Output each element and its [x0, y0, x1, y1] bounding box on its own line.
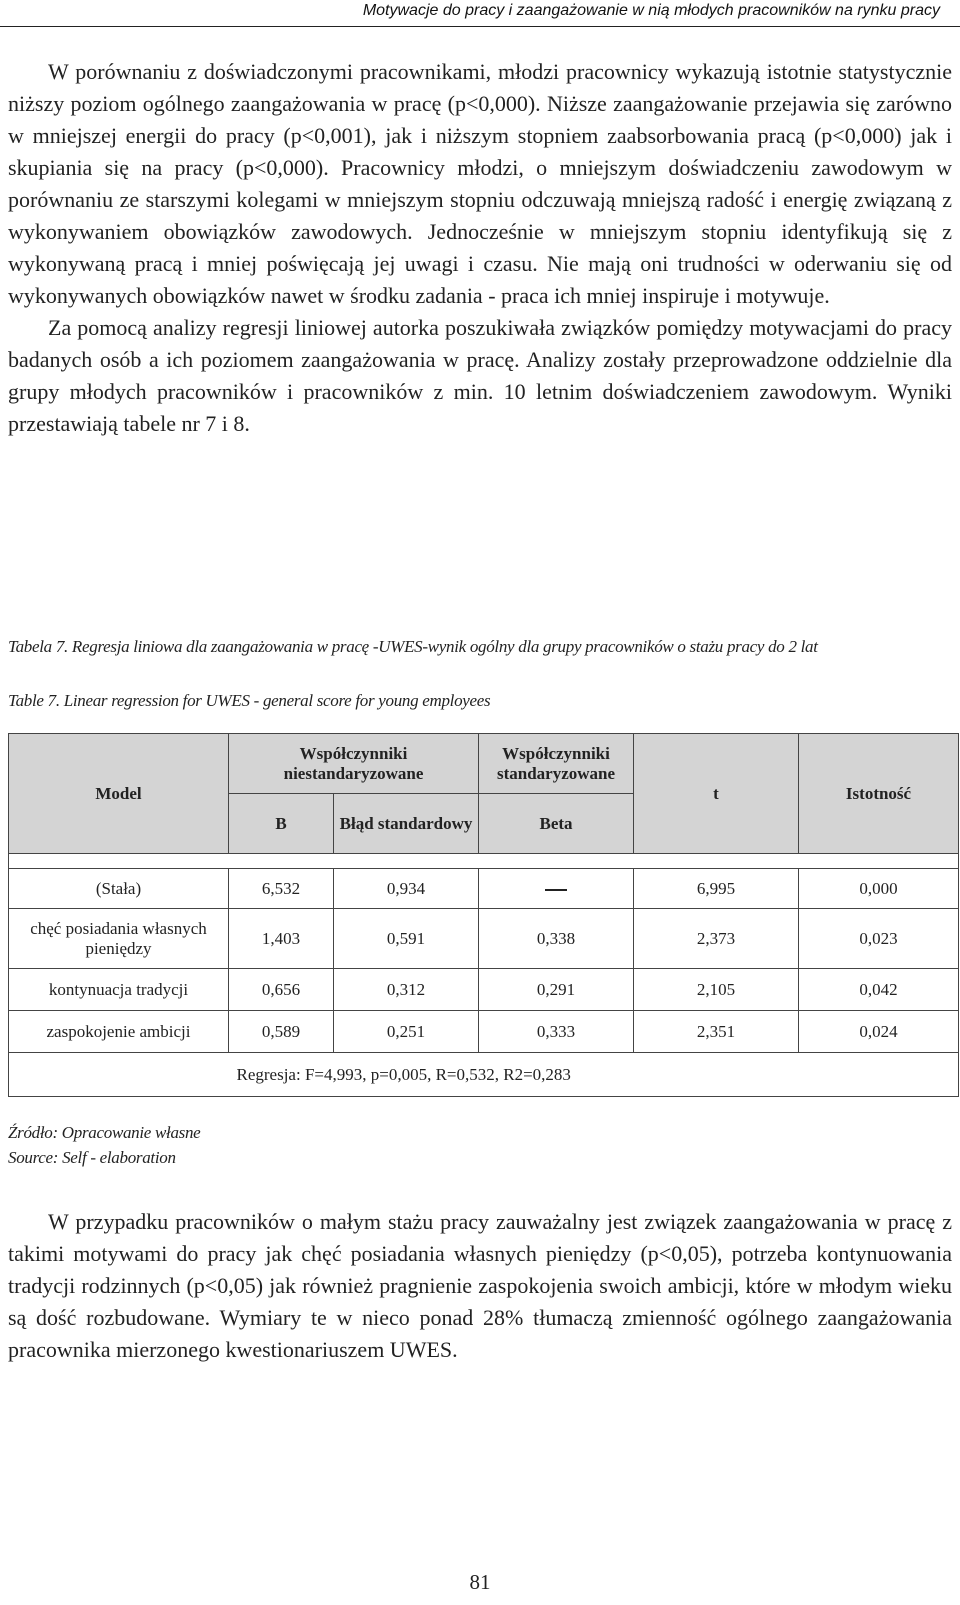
- paragraph: W przypadku pracowników o małym stażu pracy zauważalny jest związek zaangażowania w pracę z takimi motywami do pracy jak chęć posiadania własnych pieniędzy (p<0,05), potrzeba kontynuowania tradycji rodzinnych (p<0,05) jak również pragnienie zaspokojenia swoich ambicji, które w młodym wieku są dość rozbudowane. Wymiary te w nieco ponad 28% tłumaczą zmienność ogólnego zaangażowania pracownika mierzonego kwestionariuszem UWES.: [8, 1209, 952, 1362]
- header-beta: Beta: [479, 794, 634, 854]
- cell-sig: 0,042: [799, 969, 959, 1011]
- table-caption-en: Table 7. Linear regression for UWES - general score for young employees: [8, 691, 491, 710]
- cell-beta: 0,333: [479, 1011, 634, 1053]
- cell-se: 0,312: [334, 969, 479, 1011]
- table-row: [9, 869, 959, 909]
- table-row: [9, 1011, 959, 1053]
- page-number: 81: [469, 1570, 491, 1594]
- cell-se: 0,591: [334, 909, 479, 969]
- header-b: B: [229, 794, 334, 854]
- source-pl: Źródło: Opracowanie własne: [8, 1123, 201, 1142]
- body-text-bottom: [8, 1206, 952, 1366]
- cell-model: kontynuacja tradycji: [9, 969, 229, 1011]
- running-header: Motywacje do pracy i zaangażowanie w nią młodych pracowników na rynku pracy: [362, 2, 940, 19]
- cell-sig: 0,000: [799, 869, 959, 909]
- cell-model: chęć posiadania własnych pieniędzy: [9, 909, 229, 969]
- cell-t: 2,373: [634, 909, 799, 969]
- header-unstandardized: Współczynniki niestandaryzowane: [229, 734, 479, 794]
- header-standardized: Współczynniki standaryzowane: [479, 734, 634, 794]
- source-note: [8, 1120, 958, 1170]
- cell-b: 0,656: [229, 969, 334, 1011]
- table-row: [9, 969, 959, 1011]
- header-model: Model: [9, 734, 229, 854]
- source-en: Source: Self - elaboration: [8, 1148, 176, 1167]
- paragraph: W porównaniu z doświadczonymi pracownikami, młodzi pracownicy wykazują istotnie statystycznie niższy poziom ogólnego zaangażowania w pracę (p<0,000). Niższe zaangażowanie przejawia się zarówno w mniejszej energii do pracy (p<0,001), jak i niższym stopniem zaabsorbowania pracą (p<0,000) jak i skupiania się na pracy (p<0,000). Pracownicy młodzi, o mniejszym doświadczeniu zawodowym w porównaniu ze starszymi kolegami w mniejszym stopniu odczuwają mniejszą radość i energię związaną z wykonywaniem obowiązków zawodowych. Jednocześnie w mniejszym stopniu identyfikują się z wykonywaną pracą i mniej poświęcają jej uwagi i czasu. Nie mają oni trudności w oderwaniu się od wykonywanych obowiązków nawet w środku zadania - praca ich mniej inspiruje i motywuje.: [8, 59, 952, 308]
- dash-mark: [545, 889, 567, 891]
- cell-sig: 0,023: [799, 909, 959, 969]
- cell-empty: [9, 1053, 229, 1097]
- header-t: t: [634, 734, 799, 854]
- cell-model: (Stała): [9, 869, 229, 909]
- regression-table-wrapper: [8, 733, 958, 1097]
- cell-model: zaspokojenie ambicji: [9, 1011, 229, 1053]
- cell-se: 0,934: [334, 869, 479, 909]
- table-row: [9, 909, 959, 969]
- cell-beta: 0,338: [479, 909, 634, 969]
- header-significance: Istotność: [799, 734, 959, 854]
- header-rule: [0, 26, 960, 27]
- cell-b: 0,589: [229, 1011, 334, 1053]
- cell-t: 2,351: [634, 1011, 799, 1053]
- table-summary-row: [9, 1053, 959, 1097]
- cell-b: 6,532: [229, 869, 334, 909]
- cell-beta: [479, 869, 634, 909]
- header-std-error: Błąd standardowy: [334, 794, 479, 854]
- cell-beta: 0,291: [479, 969, 634, 1011]
- cell-t: 2,105: [634, 969, 799, 1011]
- table-caption-pl: Tabela 7. Regresja liniowa dla zaangażowania w pracę -UWES-wynik ogólny dla grupy pracowników o stażu pracy do 2 lat: [8, 637, 818, 656]
- paragraph: Za pomocą analizy regresji liniowej autorka poszukiwała związków pomiędzy motywacjami do pracy badanych osób a ich poziomem zaangażowania w pracę. Analizy zostały przeprowadzone oddzielnie dla grupy młodych pracowników i pracowników z min. 10 letnim doświadczeniem zawodowym. Wyniki przestawiają tabele nr 7 i 8.: [8, 315, 952, 436]
- regression-table: [8, 733, 959, 1097]
- table-spacer: [9, 854, 959, 869]
- cell-se: 0,251: [334, 1011, 479, 1053]
- body-text-top: [8, 56, 952, 440]
- cell-sig: 0,024: [799, 1011, 959, 1053]
- regression-summary: Regresja: F=4,993, p=0,005, R=0,532, R2=0,283: [229, 1053, 959, 1097]
- cell-t: 6,995: [634, 869, 799, 909]
- cell-b: 1,403: [229, 909, 334, 969]
